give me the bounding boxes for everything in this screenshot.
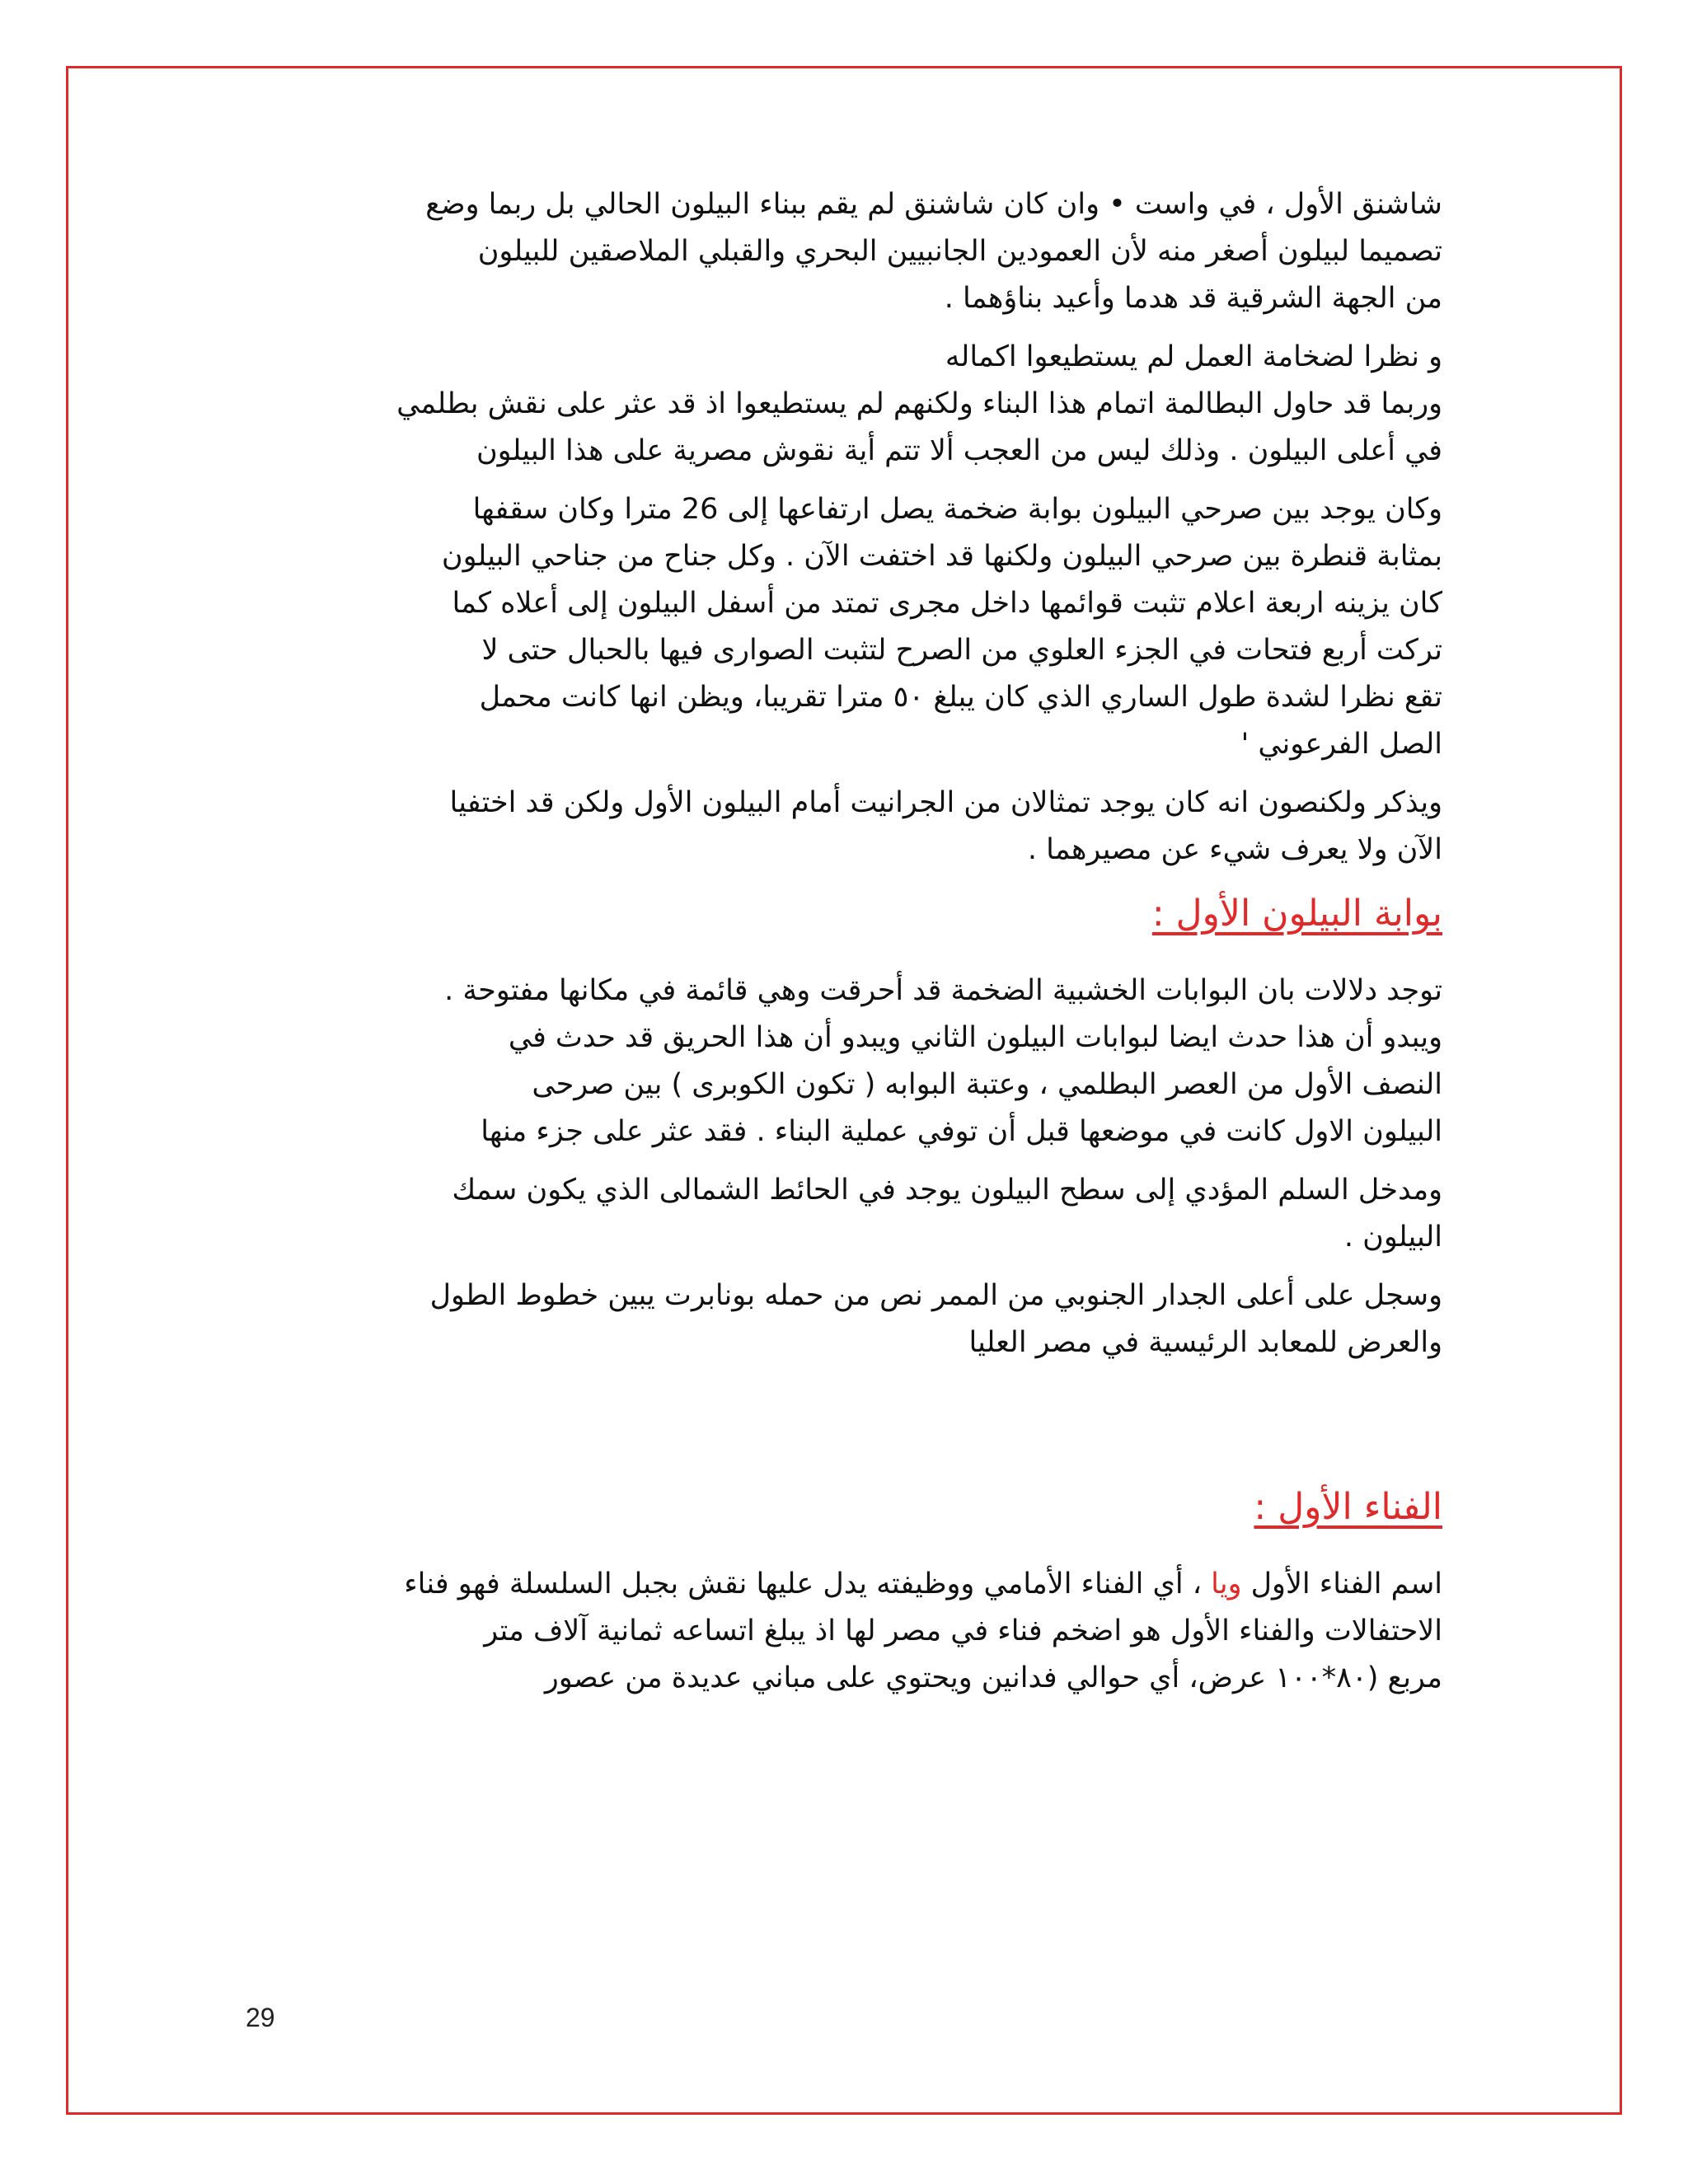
paragraph-gateway-flags: وكان يوجد بين صرحي البيلون بوابة ضخمة يصل ارتفاعها إلى 26 مترا وكان سقفها بمثابة قنطرة بين صرحي البيلون ولكنها قد اختفت الآن . وكل جناح من جناحي البيلون كان يزينه اربعة اعلام تثبت قوائمها داخل مجرى تمتد من أسفل البيلون إلى أعلاه كما تركت أربع فتحات في الجزء العلوي من الصرح لتثبت الصوارى فيها بالحبال حتى لا تقع نظرا لشدة طول الساري الذي كان يبلغ ٥٠ مترا تقريبا، ويظن انها كانت محمل الصل الفرعوني ' [441,493,1442,761]
heading-first-court: الفناء الأول : [1254,1486,1442,1528]
heading-pylon-gate: بوابة البيلون الأول : [1151,893,1442,935]
page-body [239,181,1442,1713]
paragraph-statues: ويذكر ولكنصون انه كان يوجد تمثالان من الجرانيت أمام البيلون الأول ولكن قد اختفيا الآن ولا يعرف شيء عن مصيرهما . [449,786,1442,866]
court-name-highlight: ويا [1211,1568,1242,1601]
court-text-before: اسم الفناء الأول [1241,1568,1442,1601]
paragraph-bonaparte-inscription: وسجل على أعلى الجدار الجنوبي من الممر نص من حمله بونابرت يبين خطوط الطول والعرض للمعابد الرئيسية في مصر العليا [429,1279,1442,1359]
section-spacer [239,1378,1442,1469]
paragraph-ptolemies: و نظرا لضخامة العمل لم يستطيعوا اكماله وربما قد حاول البطالمة اتمام هذا البناء ولكنهم لم يستطيعوا اذ قد عثر على نقش بطلمي في أعلى البيلون . وذلك ليس من العجب ألا تتم أية نقوش مصرية على هذا البيلون [396,340,1442,467]
paragraph-burned-gates: توجد دلالات بان البوابات الخشبية الضخمة قد أحرقت وهي قائمة في مكانها مفتوحة . ويبدو أن هذا حدث ايضا لبوابات البيلون الثاني ويبدو أن هذا الحريق قد حدث في النصف الأول من العصر البطلمي ، وعتبة البوابه ( تكون الكوبرى ) بين صرحى البيلون الاول كانت في موضعها قبل أن توفي عملية البناء . فقد عثر على جزء منها [444,974,1442,1148]
page-number: 29 [246,2003,275,2032]
court-text-after: ، أي الفناء الأمامي ووظيفته يدل عليها نقش بجبل السلسلة فهو فناء الاحتفالات والفناء الأول هو اضخم فناء في مصر لها اذ يبلغ اتساعه ثمانية آلاف متر مربع (٨٠*١٠٠ عرض، أي حوالي فدانين ويحتوي على مباني عديدة من عصور [404,1568,1442,1694]
paragraph-sheshonq: شاشنق الأول ، في واست • وان كان شاشنق لم يقم ببناء البيلون الحالي بل ربما وضع تصميما لبيلون أصغر منه لأن العمودين الجانبيين البحري والقبلي الملاصقين للبيلون من الجهة الشرقية قد هدما وأعيد بناؤهما . [425,188,1442,315]
paragraph-stair-entrance: ومدخل السلم المؤدي إلى سطح البيلون يوجد في الحائط الشمالى الذي يكون سمك البيلون . [452,1174,1442,1254]
paragraph-first-court [239,1561,1442,1702]
